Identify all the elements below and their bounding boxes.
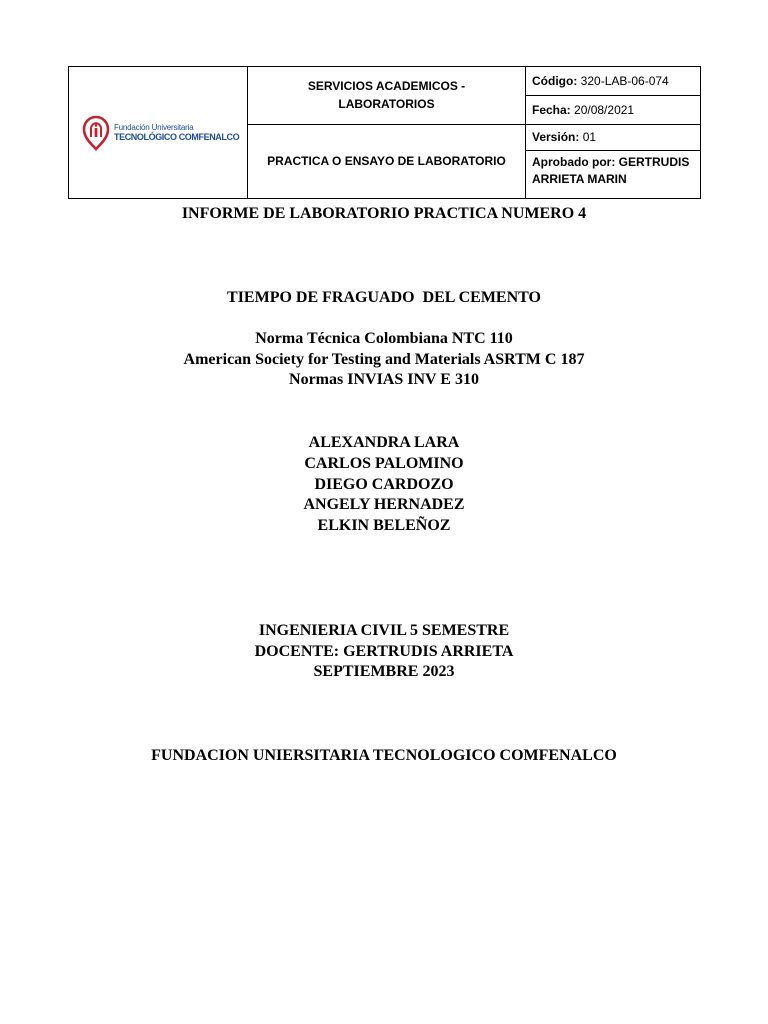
report-title: INFORME DE LABORATORIO PRACTICA NUMERO 4: [181, 205, 587, 222]
author-2: CARLOS PALOMINO: [304, 455, 464, 472]
version-cell: [526, 125, 701, 151]
department-line-1: SERVICIOS ACADEMICOS -: [307, 79, 466, 94]
practice-title: PRACTICA O ENSAYO DE LABORATORIO: [267, 153, 506, 168]
code-label: Código:: [532, 73, 578, 88]
author-3: DIEGO CARDOZO: [314, 476, 454, 493]
date-label: Fecha:: [532, 102, 571, 117]
logo-cell: [69, 67, 248, 199]
document-header-table: [68, 66, 701, 199]
approved-by-line-2: ARRIETA MARIN: [532, 171, 627, 186]
norm-astm: American Society for Testing and Materials ASRTM C 187: [183, 351, 585, 368]
topic-title: TIEMPO DE FRAGUADO DEL CEMENTO: [227, 289, 541, 306]
author-1: ALEXANDRA LARA: [308, 434, 460, 451]
university-emblem-icon: [81, 114, 111, 152]
institution-name: FUNDACION UNIERSITARIA TECNOLOGICO COMFENALCO: [151, 747, 617, 764]
course: INGENIERIA CIVIL 5 SEMESTRE: [258, 622, 510, 639]
author-5: ELKIN BELEÑOZ: [317, 517, 451, 534]
norm-ntc: Norma Técnica Colombiana NTC 110: [255, 330, 513, 347]
department-cell: [248, 67, 526, 125]
date-value: 20/08/2021: [574, 102, 635, 117]
approved-by-cell: [526, 151, 701, 199]
author-4: ANGELY HERNADEZ: [303, 496, 465, 513]
code-value: 320-LAB-06-074: [580, 73, 669, 88]
code-cell: [526, 67, 701, 96]
version-value: 01: [582, 130, 597, 145]
logo-line-2: TECNOLÓGICO COMFENALCO: [114, 131, 240, 142]
logo-line-1: Fundación Universitaria: [114, 122, 194, 132]
practice-title-cell: [248, 125, 526, 199]
approved-by-line-1: Aprobado por: GERTRUDIS: [532, 155, 690, 169]
institution-logo: [69, 67, 247, 198]
document-date: SEPTIEMBRE 2023: [313, 663, 455, 680]
department-line-2: LABORATORIOS: [338, 96, 435, 111]
teacher: DOCENTE: GERTRUDIS ARRIETA: [254, 643, 514, 660]
date-cell: [526, 96, 701, 125]
norm-invias: Normas INVIAS INV E 310: [289, 371, 479, 388]
version-label: Versión:: [532, 130, 580, 145]
